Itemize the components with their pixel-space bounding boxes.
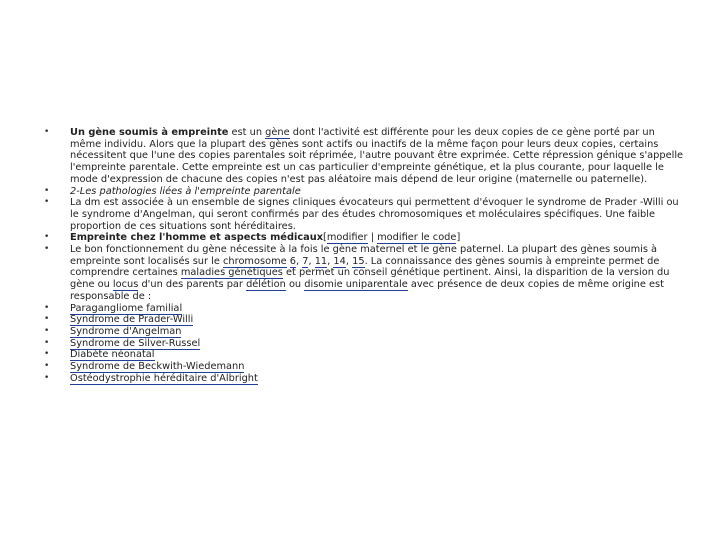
link-chromosome-7[interactable]: 7	[302, 255, 309, 267]
link-locus[interactable]: locus	[112, 279, 139, 291]
modifier-link[interactable]: modifier	[326, 232, 368, 244]
section-heading: Empreinte chez l'homme et aspects médicaux	[70, 232, 324, 244]
bullet-icon: •	[44, 325, 50, 336]
bullet-list	[44, 127, 684, 384]
link-beckwith-wiedemann[interactable]: Syndrome de Beckwith-Wiedemann	[70, 361, 245, 373]
list-item-fonctionnement: • Le bon fonctionnement du gène nécessite à la fois le gène maternel et le gène paternel. La plupart des gènes soumis à empreinte sont localisés sur le chromosome 6, 7, 11, 14, 15. La connaissance des gènes soumis à empreinte permet de comprendre certaines maladies génétiques et permet un conseil génétique pertinent. Ainsi, la disparition de la version du gène ou locus d'un des parents par délétion ou disomie uniparentale avec présence de deux copies de même origine est responsable de :	[44, 244, 670, 302]
link-disomie-uniparentale[interactable]: disomie uniparentale	[304, 279, 408, 291]
link-deletion[interactable]: délétion	[246, 279, 286, 291]
dm-paragraph: La dm est associée à un ensemble de signes cliniques évocateurs qui permettent d'évoquer le syndrome de Prader -Willi ou le syndrome d'Angelman, qui seront confirmés par des études chromosomiques et moléculaires spécifiques. Une faible proportion de ces situations sont héréditaires.	[70, 197, 679, 232]
list-item-disease	[44, 338, 684, 350]
bullet-icon: •	[44, 361, 50, 372]
definition-lead: Un gène soumis à empreinte	[70, 127, 229, 138]
bullet-icon: •	[44, 185, 50, 196]
link-maladies-genetiques[interactable]: maladies génétiques	[180, 267, 283, 279]
list-item-disease	[44, 326, 684, 338]
list-item-disease	[44, 349, 684, 361]
bullet-icon: •	[44, 244, 50, 255]
link-chromosome-14[interactable]: 14	[333, 255, 346, 267]
modifier-code-link[interactable]: modifier le code	[377, 232, 457, 244]
list-item-pathologies-heading	[44, 186, 684, 198]
bullet-icon: •	[44, 127, 50, 137]
list-item-disease	[44, 314, 684, 326]
list-item-disease	[44, 373, 684, 385]
bullet-icon: •	[44, 349, 50, 360]
list-item-disease	[44, 361, 684, 373]
bullet-icon: •	[44, 372, 50, 383]
link-diabete-neonatal[interactable]: Diabète néonatal	[70, 349, 155, 361]
pathologies-heading: 2-Les pathologies liées à l'empreinte parentale	[70, 185, 301, 197]
link-chromosome-11[interactable]: 11	[314, 255, 328, 267]
list-item-disease	[44, 303, 684, 315]
bullet-icon: •	[44, 232, 50, 243]
link-prader-willi[interactable]: Syndrome de Prader-Willi	[70, 314, 194, 326]
list-item-definition: • Un gène soumis à empreinte est un gène dont l'activité est différente pour les deux copies de ce gène porté par un même individu. Alors que la plupart des gènes sont actifs ou inactifs de la même façon pour leurs deux copies, certains nécessitent que l'une des copies parentales soit réprimée, l'autre pouvant être exprimée. Cette répression génique s'appelle l'empreinte parentale. Cette empreinte est un cas particulier d'empreinte génétique, et la plus courante, pour laquelle le mode d'expression de chacune des copies n'est pas aléatoire mais dépend de leur origine (maternelle ou paternelle).	[44, 127, 684, 185]
bullet-icon: •	[44, 302, 50, 313]
link-chromosome-6[interactable]: 6	[289, 255, 296, 267]
link-osteodystrophie[interactable]: Ostéodystrophie héréditaire d'Albright	[70, 372, 258, 384]
link-angelman[interactable]: Syndrome d'Angelman	[70, 325, 182, 337]
list-item-dm	[44, 197, 684, 232]
link-gene[interactable]: gène	[265, 127, 290, 138]
list-item-section-heading: • Empreinte chez l'homme et aspects médicaux[modifier | modifier le code]	[44, 232, 461, 244]
bullet-icon: •	[44, 314, 50, 325]
link-chromosome-15[interactable]: 15	[352, 255, 365, 267]
link-silver-russel[interactable]: Syndrome de Silver-Russel	[70, 337, 201, 349]
link-paragangliome[interactable]: Paragangliome familial	[70, 302, 183, 314]
bullet-icon: •	[44, 337, 50, 348]
link-chromosome[interactable]: chromosome	[223, 255, 287, 267]
bullet-icon: •	[44, 197, 50, 208]
